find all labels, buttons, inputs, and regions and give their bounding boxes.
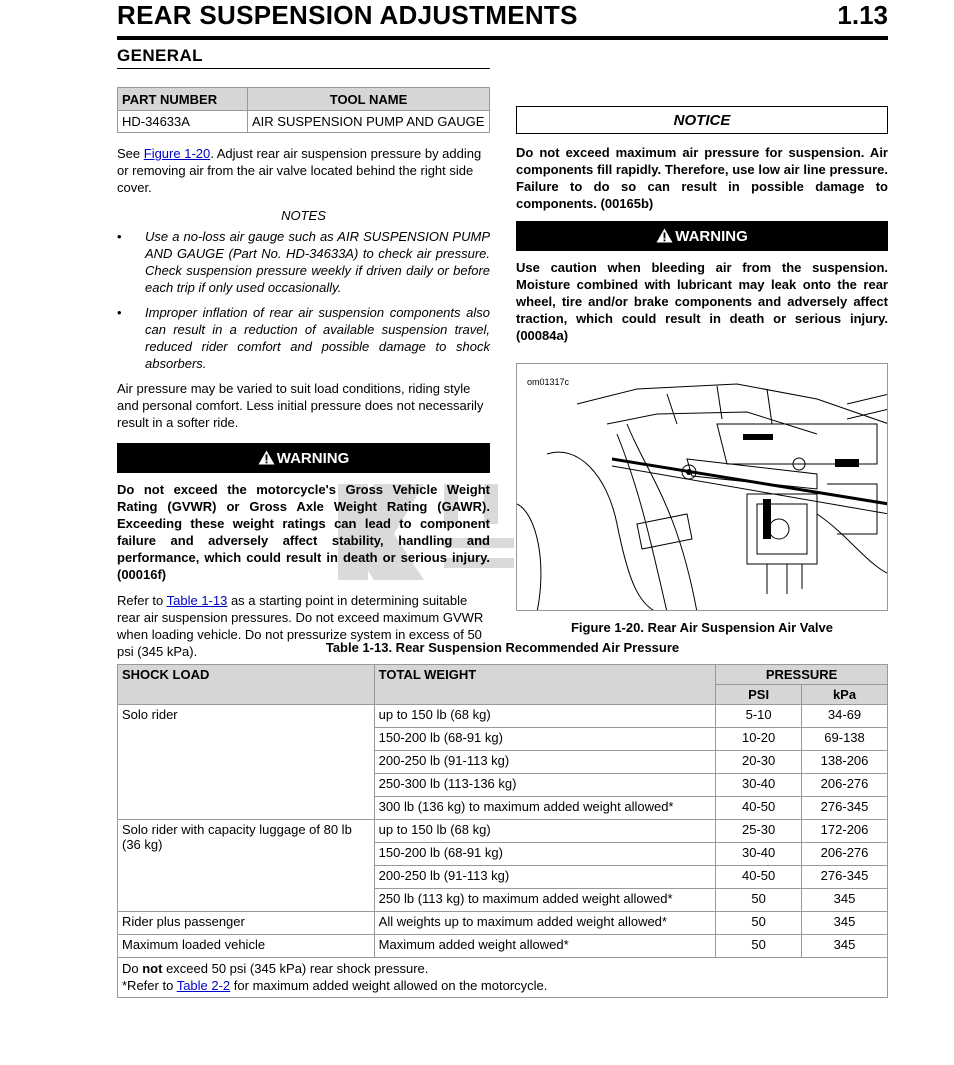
warning-banner [117,443,490,473]
pressure-paragraph: Air pressure may be varied to suit load conditions, riding style and personal comfort. Less initial pressure does not necessarily result in a softer ride. [117,381,484,430]
table-2-2-link[interactable]: Table 2-2 [176,978,231,993]
psi-cell: 30-40 [716,843,802,866]
note-text: Use a no-loss air gauge such as AIR SUSPENSION PUMP AND GAUGE (Part No. HD-34633A) to check air pressure. Check suspension pressure weekly if driven daily or before each trip if only used occasionally. [145,229,490,295]
intro-paragraph [117,145,490,196]
refer-text-post: as a starting point in determining suitable rear air suspension pressures. Do not exceed maximum GVWR when loading vehicle. Do not pressurize system in excess of 50 psi (345 kPa). [117,593,484,659]
figure-image [516,363,888,611]
shock-load-cell: Rider plus passenger [118,912,375,935]
kpa-cell: 206-276 [802,774,888,797]
warning-label: WARNING [276,450,350,467]
footnote-line-1 [122,960,883,977]
total-weight-cell: 250 lb (113 kg) to maximum added weight allowed* [374,889,716,912]
header-kpa: kPa [802,685,888,705]
total-weight-cell: 250-300 lb (113-136 kg) [374,774,716,797]
psi-cell: 10-20 [716,728,802,751]
table-row [118,820,888,843]
footnote-2-post: for maximum added weight allowed on the motorcycle. [230,978,548,993]
warning-text: Use caution when bleeding air from the suspension. Moisture combined with lubricant may leak onto the rear wheel, tire and/or brake components and adversely affect traction, which could result in death or serious injury. (00084a) [516,260,888,343]
warning-banner [516,221,888,251]
note-bullet: • [117,305,122,320]
total-weight-cell: 150-200 lb (68-91 kg) [374,843,716,866]
kpa-cell: 172-206 [802,820,888,843]
footnote-1-post: exceed 50 psi (345 kPa) rear shock pressure. [162,961,429,976]
total-weight-cell: 150-200 lb (68-91 kg) [374,728,716,751]
psi-cell: 50 [716,889,802,912]
tool-table-part-number: HD-34633A [118,111,248,133]
psi-cell: 40-50 [716,797,802,820]
note-bullet: • [117,229,122,244]
kpa-cell: 138-206 [802,751,888,774]
shock-load-cell: Maximum loaded vehicle [118,935,375,958]
pressure-table [117,664,888,998]
total-weight-cell: Maximum added weight allowed* [374,935,716,958]
table-row [118,935,888,958]
kpa-cell: 276-345 [802,797,888,820]
figure-caption: Figure 1-20. Rear Air Suspension Air Valve [570,620,834,635]
section-heading-general: GENERAL [117,47,490,69]
table-row [118,912,888,935]
intro-text-pre: See [117,146,144,161]
total-weight-cell: up to 150 lb (68 kg) [374,705,716,728]
kpa-cell: 276-345 [802,866,888,889]
psi-cell: 30-40 [716,774,802,797]
left-column [117,47,490,660]
kpa-cell: 69-138 [802,728,888,751]
table-title: Table 1-13. Rear Suspension Recommended Air Pressure [325,640,680,655]
header-psi: PSI [716,685,802,705]
air-valve-illustration [517,364,888,611]
total-weight-cell: 200-250 lb (91-113 kg) [374,751,716,774]
notice-text: Do not exceed maximum air pressure for suspension. Air components fill rapidly. Therefore, use low air line pressure. Failure to do so can result in possible damage to components. (00165b) [516,145,888,211]
notes-list [117,228,490,372]
shock-load-cell: Solo rider [118,705,375,820]
total-weight-cell: up to 150 lb (68 kg) [374,820,716,843]
footnote-1-bold: not [142,961,163,976]
continued-text-spacer [516,50,888,94]
page-header [117,0,888,40]
header-shock-load: SHOCK LOAD [118,665,375,705]
psi-cell: 25-30 [716,820,802,843]
page-number: 1.13 [837,0,888,30]
kpa-cell: 345 [802,935,888,958]
table-footnote [118,958,888,998]
figure-1-20-link[interactable]: Figure 1-20 [143,146,211,161]
total-weight-cell: All weights up to maximum added weight allowed* [374,912,716,935]
table-row [118,705,888,728]
note-item [117,304,490,372]
header-total-weight: TOTAL WEIGHT [374,665,716,705]
page-title: REAR SUSPENSION ADJUSTMENTS [117,0,578,30]
psi-cell: 5-10 [716,705,802,728]
intro-text-post: . Adjust rear air suspension pressure by adding or removing air from the air valve located behind the right side cover. [117,146,482,195]
warning-triangle-icon [656,228,673,243]
kpa-cell: 206-276 [802,843,888,866]
note-item [117,228,490,296]
table-1-13-link[interactable]: Table 1-13 [166,593,228,608]
tool-table-tool-name: AIR SUSPENSION PUMP AND GAUGE [248,111,490,133]
kpa-cell: 345 [802,889,888,912]
note-text: Improper inflation of rear air suspension components also can result in a reduction of available suspension travel, reduced rider comfort and possible damage to shock absorbers. [145,305,490,371]
refer-text-pre: Refer to [117,593,167,608]
table-footnote-row [118,958,888,998]
right-column [516,50,888,636]
notes-heading: NOTES [281,208,326,223]
notice-box: NOTICE [516,106,888,134]
kpa-cell: 345 [802,912,888,935]
total-weight-cell: 200-250 lb (91-113 kg) [374,866,716,889]
psi-cell: 50 [716,912,802,935]
footnote-1-pre: Do [122,961,143,976]
kpa-cell: 34-69 [802,705,888,728]
shock-load-cell: Solo rider with capacity luggage of 80 lb (36 kg) [118,820,375,912]
warning-label: WARNING [675,228,748,245]
figure-id: om01317c [527,377,570,387]
tool-table-header-tool-name: TOOL NAME [248,88,490,111]
total-weight-cell: 300 lb (136 kg) to maximum added weight allowed* [374,797,716,820]
warning-text: Do not exceed the motorcycle's Gross Vehicle Weight Rating (GVWR) or Gross Axle Weight Rating (GAWR). Exceeding these weight ratings can lead to component failure and adversely affect stability, handling and performance, which could result in death or serious injury. (00016f) [117,482,490,582]
tool-table [117,87,490,133]
warning-triangle-icon [258,450,275,465]
footnote-line-2 [122,977,883,994]
footnote-2-pre: *Refer to [122,978,177,993]
header-pressure: PRESSURE [716,665,888,685]
psi-cell: 20-30 [716,751,802,774]
psi-cell: 40-50 [716,866,802,889]
psi-cell: 50 [716,935,802,958]
tool-table-header-part-number: PART NUMBER [118,88,248,111]
